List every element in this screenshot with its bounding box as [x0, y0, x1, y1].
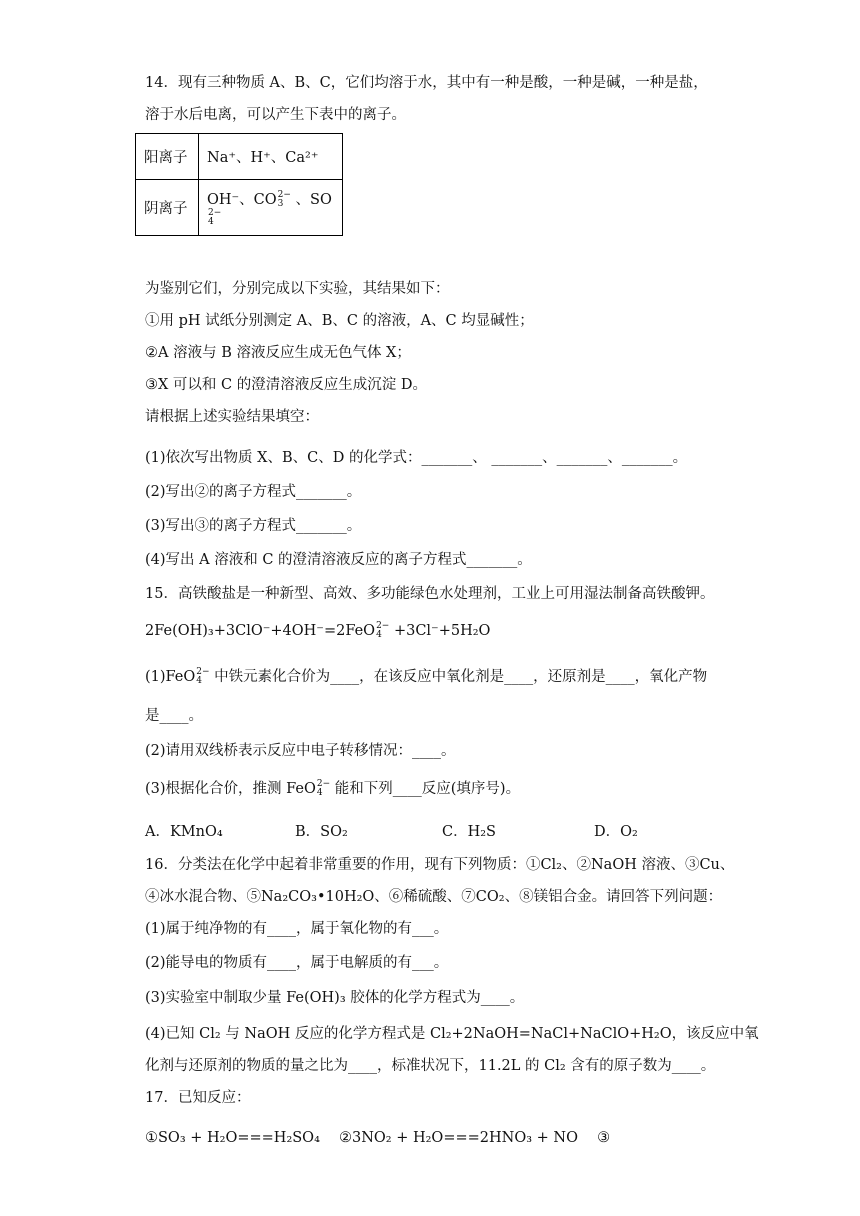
- cation-values: Na⁺、H⁺、Ca²⁺: [199, 134, 343, 180]
- q15-sub1-line1: [145, 667, 707, 687]
- eq-feo4-stack: [376, 622, 389, 640]
- q16-sub2: (2)能导电的物质有____，属于电解质的有___。: [145, 955, 449, 971]
- q16-sub3: (3)实验室中制取少量 Fe(OH)₃ 胶体的化学方程式为____。: [145, 990, 525, 1006]
- option-c: C．H₂S: [442, 824, 496, 840]
- s3-sub: 4: [316, 788, 323, 798]
- q14-intro: 为鉴别它们，分别完成以下实验，其结果如下：: [145, 281, 450, 297]
- anion-values: [199, 180, 343, 236]
- q16-sub4-line2: 化剂与还原剂的物质的量之比为____，标准状况下，11.2L 的 Cl₂ 含有的原子数为____。: [145, 1058, 716, 1074]
- eq-sub: 4: [376, 630, 382, 640]
- s3-pre: (3)根据化合价，推测 FeO: [145, 781, 316, 797]
- q16-sub1: (1)属于纯净物的有____，属于氧化物的有___。: [145, 921, 449, 937]
- s1-feo4-stack: [196, 668, 209, 686]
- q14-stem-line1: 14．现有三种物质 A、B、C，它们均溶于水，其中有一种是酸，一种是碱，一种是盐，: [145, 75, 708, 91]
- eq-charge: 2−: [376, 621, 390, 631]
- co3-sub: 3: [277, 199, 284, 209]
- option-b: B．SO₂: [295, 824, 348, 840]
- co3-charge-stack: [278, 191, 291, 209]
- q15-sub3: [145, 779, 520, 799]
- option-d: D．O₂: [594, 824, 638, 840]
- so4-charge: 2−: [208, 208, 222, 218]
- q17-equations: ①SO₃ + H₂O===H₂SO₄ ②3NO₂ + H₂O===2HNO₃ + NO ③: [145, 1130, 611, 1146]
- s3-feo4-stack: [317, 780, 330, 798]
- so4-charge-stack: [208, 209, 221, 227]
- q14-stem-line2: 溶于水后电离，可以产生下表中的离子。: [145, 107, 406, 123]
- q14-sub4: (4)写出 A 溶液和 C 的澄清溶液反应的离子方程式_______。: [145, 552, 532, 568]
- s3-post: 能和下列____反应(填序号)。: [330, 781, 521, 797]
- s1-pre: (1)FeO: [145, 669, 196, 685]
- q14-sub1: (1)依次写出物质 X、B、C、D 的化学式：_______、 _______、_______、_______。: [145, 450, 688, 466]
- q14-exp2: ②A 溶液与 B 溶液反应生成无色气体 X；: [145, 345, 411, 361]
- s1-charge: 2−: [196, 667, 210, 677]
- anion-so: 、SO: [290, 192, 332, 208]
- eq-right: +3Cl⁻+5H₂O: [389, 623, 491, 639]
- q15-sub2: (2)请用双线桥表示反应中电子转移情况：____。: [145, 743, 456, 759]
- eq-left: 2Fe(OH)₃+3ClO⁻+4OH⁻=2FeO: [145, 623, 376, 639]
- q16-stem-line1: 16．分类法在化学中起着非常重要的作用，现有下列物质：①Cl₂、②NaOH 溶液、③Cu、: [145, 857, 735, 873]
- q14-prompt: 请根据上述实验结果填空：: [145, 409, 319, 425]
- q16-sub4-line1: (4)已知 Cl₂ 与 NaOH 反应的化学方程式是 Cl₂+2NaOH=NaCl+NaClO+H₂O，该反应中氧: [145, 1026, 759, 1042]
- q14-sub3: (3)写出③的离子方程式_______。: [145, 518, 362, 534]
- anion-header: 阴离子: [136, 180, 199, 236]
- anion-oh-co: OH⁻、CO: [207, 192, 277, 208]
- q14-exp1: ①用 pH 试纸分别测定 A、B、C 的溶液，A、C 均显碱性；: [145, 313, 534, 329]
- q17-stem: 17．已知反应：: [145, 1090, 251, 1106]
- q15-stem: 15．高铁酸盐是一种新型、高效、多功能绿色水处理剂，工业上可用湿法制备高铁酸钾。: [145, 586, 715, 602]
- ion-table: [135, 133, 343, 236]
- q14-exp3: ③X 可以和 C 的澄清溶液反应生成沉淀 D。: [145, 377, 427, 393]
- s1-sub: 4: [196, 676, 203, 686]
- q15-equation: [145, 621, 490, 641]
- option-a: A．KMnO₄: [145, 824, 223, 840]
- s1-post: 中铁元素化合价为____，在该反应中氧化剂是____，还原剂是____，氧化产物: [209, 669, 708, 685]
- q14-sub2: (2)写出②的离子方程式_______。: [145, 484, 362, 500]
- q15-sub1-line2: 是____。: [145, 708, 203, 724]
- cation-header: 阳离子: [136, 134, 199, 180]
- so4-sub: 4: [208, 217, 214, 227]
- co3-charge: 2−: [277, 190, 291, 200]
- q16-stem-line2: ④冰水混合物、⑤Na₂CO₃•10H₂O、⑥稀硫酸、⑦CO₂、⑧镁铝合金。请回答下列问题：: [145, 889, 723, 905]
- s3-charge: 2−: [316, 779, 331, 789]
